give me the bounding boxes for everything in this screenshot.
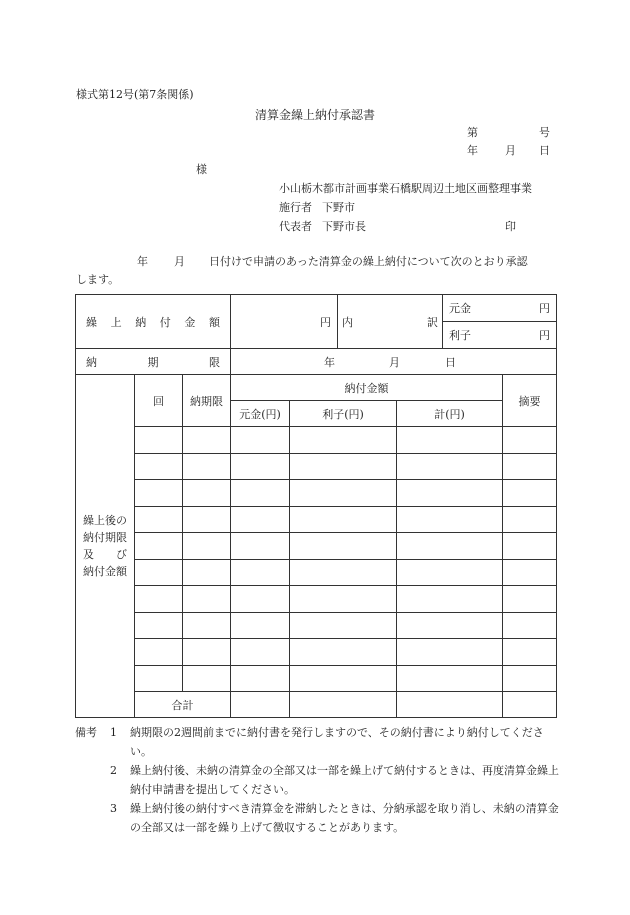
table-row bbox=[76, 639, 557, 666]
representative-label: 代表者 bbox=[279, 220, 312, 233]
approval-table bbox=[75, 294, 557, 718]
table-row bbox=[76, 427, 557, 454]
col-interest-header: 利子(円) bbox=[290, 401, 397, 427]
table-row bbox=[76, 665, 557, 692]
table-row bbox=[76, 533, 557, 560]
col-principal-header: 元金(円) bbox=[231, 401, 290, 427]
total-label: 合計 bbox=[135, 692, 231, 718]
table-row bbox=[76, 506, 557, 533]
notes-section bbox=[75, 723, 560, 837]
col-total-header: 計(円) bbox=[397, 401, 503, 427]
note-text: 納期限の2週間前までに納付書を発行しますので、その納付書により納付してください。 bbox=[130, 726, 544, 758]
note-item: 備考 1 納期限の2週間前までに納付書を発行しますので、その納付書により納付してください。 bbox=[75, 723, 560, 761]
table-row bbox=[76, 480, 557, 507]
note-text: 繰上納付後、未納の清算金の全部又は一部を繰上げて納付するときは、再度清算金繰上納付申請書を提出してください。 bbox=[130, 764, 559, 796]
table-row bbox=[76, 612, 557, 639]
total-row bbox=[76, 692, 557, 718]
form-number: 様式第12号(第7条関係) bbox=[76, 88, 194, 101]
notes-heading: 備考 bbox=[75, 726, 97, 739]
representative-name: 下野市長 bbox=[322, 220, 366, 233]
deadline-label-cell: 納 期 限 bbox=[76, 349, 231, 375]
table-row bbox=[76, 559, 557, 586]
project-name: 小山栃木都市計画事業石橋駅周辺土地区画整理事業 bbox=[279, 182, 532, 195]
date-month: 月 bbox=[505, 144, 516, 157]
intro-year: 年 bbox=[137, 255, 148, 268]
interest-cell: 利子 円 bbox=[443, 322, 557, 349]
principal-cell: 元金 円 bbox=[443, 295, 557, 322]
amount-value-cell: 円 bbox=[231, 295, 338, 349]
intro-line1: 日付けで申請のあった清算金の繰上納付について次のとおり承認 bbox=[209, 255, 528, 268]
deadline-date-cell: 年 月 日 bbox=[231, 349, 557, 375]
col-amount-header: 納付金額 bbox=[231, 375, 503, 401]
note-text: 繰上納付後の納付すべき清算金を滞納したときは、分納承認を取り消し、未納の清算金の全部又は一部を繰り上げて徴収することがあります。 bbox=[130, 802, 559, 834]
document-title: 清算金繰上納付承認書 bbox=[255, 108, 376, 122]
executor-name: 下野市 bbox=[322, 201, 355, 214]
table-row bbox=[76, 586, 557, 613]
intro-month: 月 bbox=[174, 255, 185, 268]
recipient-suffix: 様 bbox=[196, 163, 207, 176]
amount-label-cell: 繰 上 納 付 金 額 bbox=[76, 295, 231, 349]
col-remarks-header: 摘要 bbox=[503, 375, 557, 427]
doc-no-suffix: 号 bbox=[539, 126, 550, 139]
date-day: 日 bbox=[539, 144, 550, 157]
seal-mark: 印 bbox=[505, 220, 516, 233]
executor-label: 施行者 bbox=[279, 201, 312, 214]
section-label-cell: 繰上後の 納付期限 及 び 納付金額 bbox=[76, 375, 135, 718]
col-deadline-header: 納期限 bbox=[183, 375, 231, 427]
col-round-header: 回 bbox=[135, 375, 183, 427]
note-item: 3 繰上納付後の納付すべき清算金を滞納したときは、分納承認を取り消し、未納の清算金の全部又は一部を繰り上げて徴収することがあります。 bbox=[75, 799, 560, 837]
table-row bbox=[76, 453, 557, 480]
doc-no-prefix: 第 bbox=[467, 126, 478, 139]
breakdown-label-cell: 内 訳 bbox=[338, 295, 443, 349]
date-year: 年 bbox=[467, 144, 478, 157]
intro-line2: します。 bbox=[76, 273, 120, 286]
note-item: 2 繰上納付後、未納の清算金の全部又は一部を繰上げて納付するときは、再度清算金繰上納付申請書を提出してください。 bbox=[75, 761, 560, 799]
